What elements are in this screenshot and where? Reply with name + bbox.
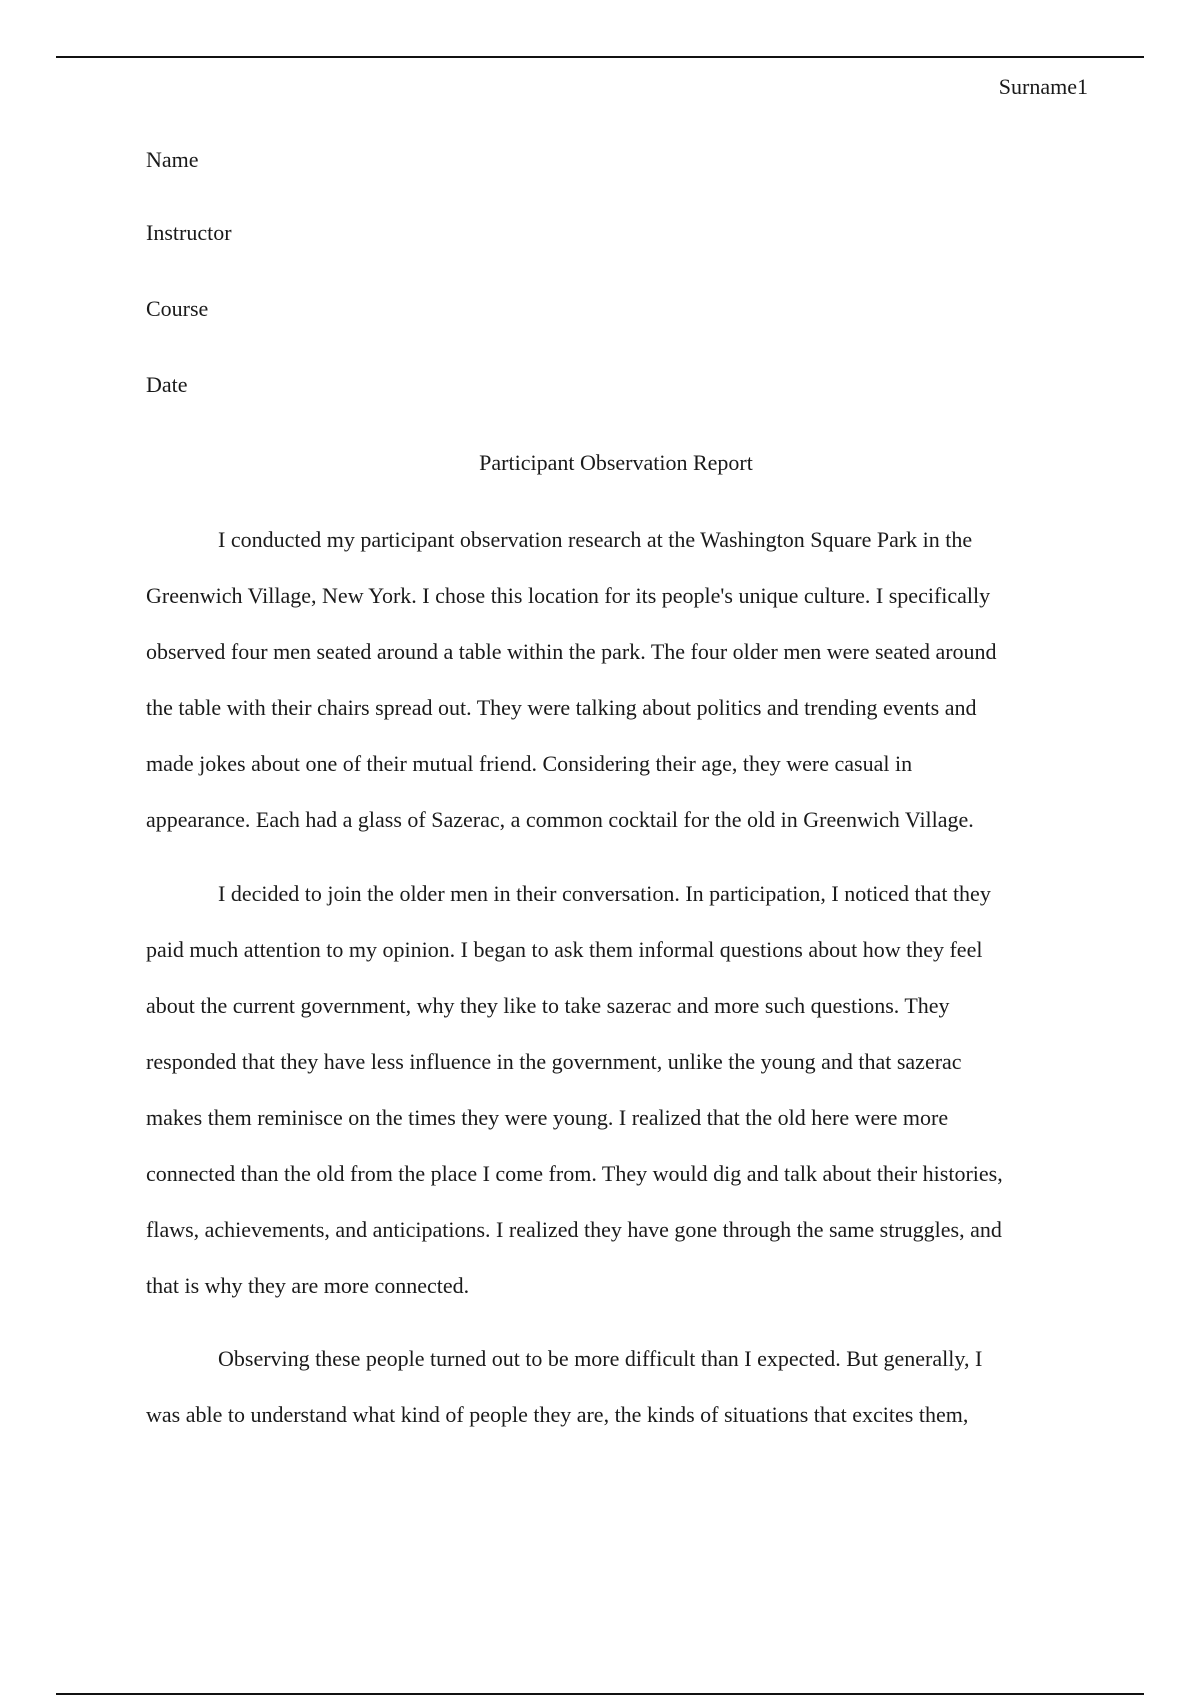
paragraph-3 (146, 1331, 1086, 1443)
paragraph-line: about the current government, why they like to take sazerac and more such questions. They (146, 993, 950, 1018)
running-head: Surname1 (998, 74, 1088, 99)
paragraph-line: observed four men seated around a table within the park. The four older men were seated around (146, 639, 997, 664)
paragraph-line: makes them reminisce on the times they were young. I realized that the old here were more (146, 1105, 949, 1130)
course-name: Course (146, 296, 209, 321)
paragraph-line: Greenwich Village, New York. I chose this location for its people's unique culture. I specifically (146, 583, 991, 608)
paragraph-line: appearance. Each had a glass of Sazerac, a common cocktail for the old in Greenwich Village. (146, 807, 974, 832)
document-title: Participant Observation Report (479, 450, 753, 475)
paragraph-line: connected than the old from the place I come from. They would dig and talk about their histories, (146, 1161, 1003, 1186)
paragraph-2 (146, 866, 1086, 1314)
paragraph-line: was able to understand what kind of people they are, the kinds of situations that excites them, (146, 1402, 969, 1427)
student-name: Name (146, 147, 199, 172)
paragraph-line: flaws, achievements, and anticipations. I realized they have gone through the same struggles, and (146, 1217, 1002, 1242)
paragraph-line: I conducted my participant observation research at the Washington Square Park in the (218, 527, 973, 552)
paragraph-line: Observing these people turned out to be more difficult than I expected. But generally, I (218, 1346, 983, 1371)
page-bottom-border (56, 1693, 1144, 1695)
instructor-name: Instructor (146, 220, 232, 245)
page-top-border (56, 56, 1144, 58)
paragraph-line: responded that they have less influence in the government, unlike the young and that sazerac (146, 1049, 962, 1074)
paragraph-line: paid much attention to my opinion. I began to ask them informal questions about how they feel (146, 937, 983, 962)
paragraph-line: made jokes about one of their mutual friend. Considering their age, they were casual in (146, 751, 913, 776)
date-line: Date (146, 372, 188, 397)
paragraph-1 (146, 512, 1086, 848)
paragraph-line: the table with their chairs spread out. They were talking about politics and trending events and (146, 695, 977, 720)
paragraph-line: I decided to join the older men in their conversation. In participation, I noticed that they (218, 881, 991, 906)
paragraph-line: that is why they are more connected. (146, 1273, 470, 1298)
